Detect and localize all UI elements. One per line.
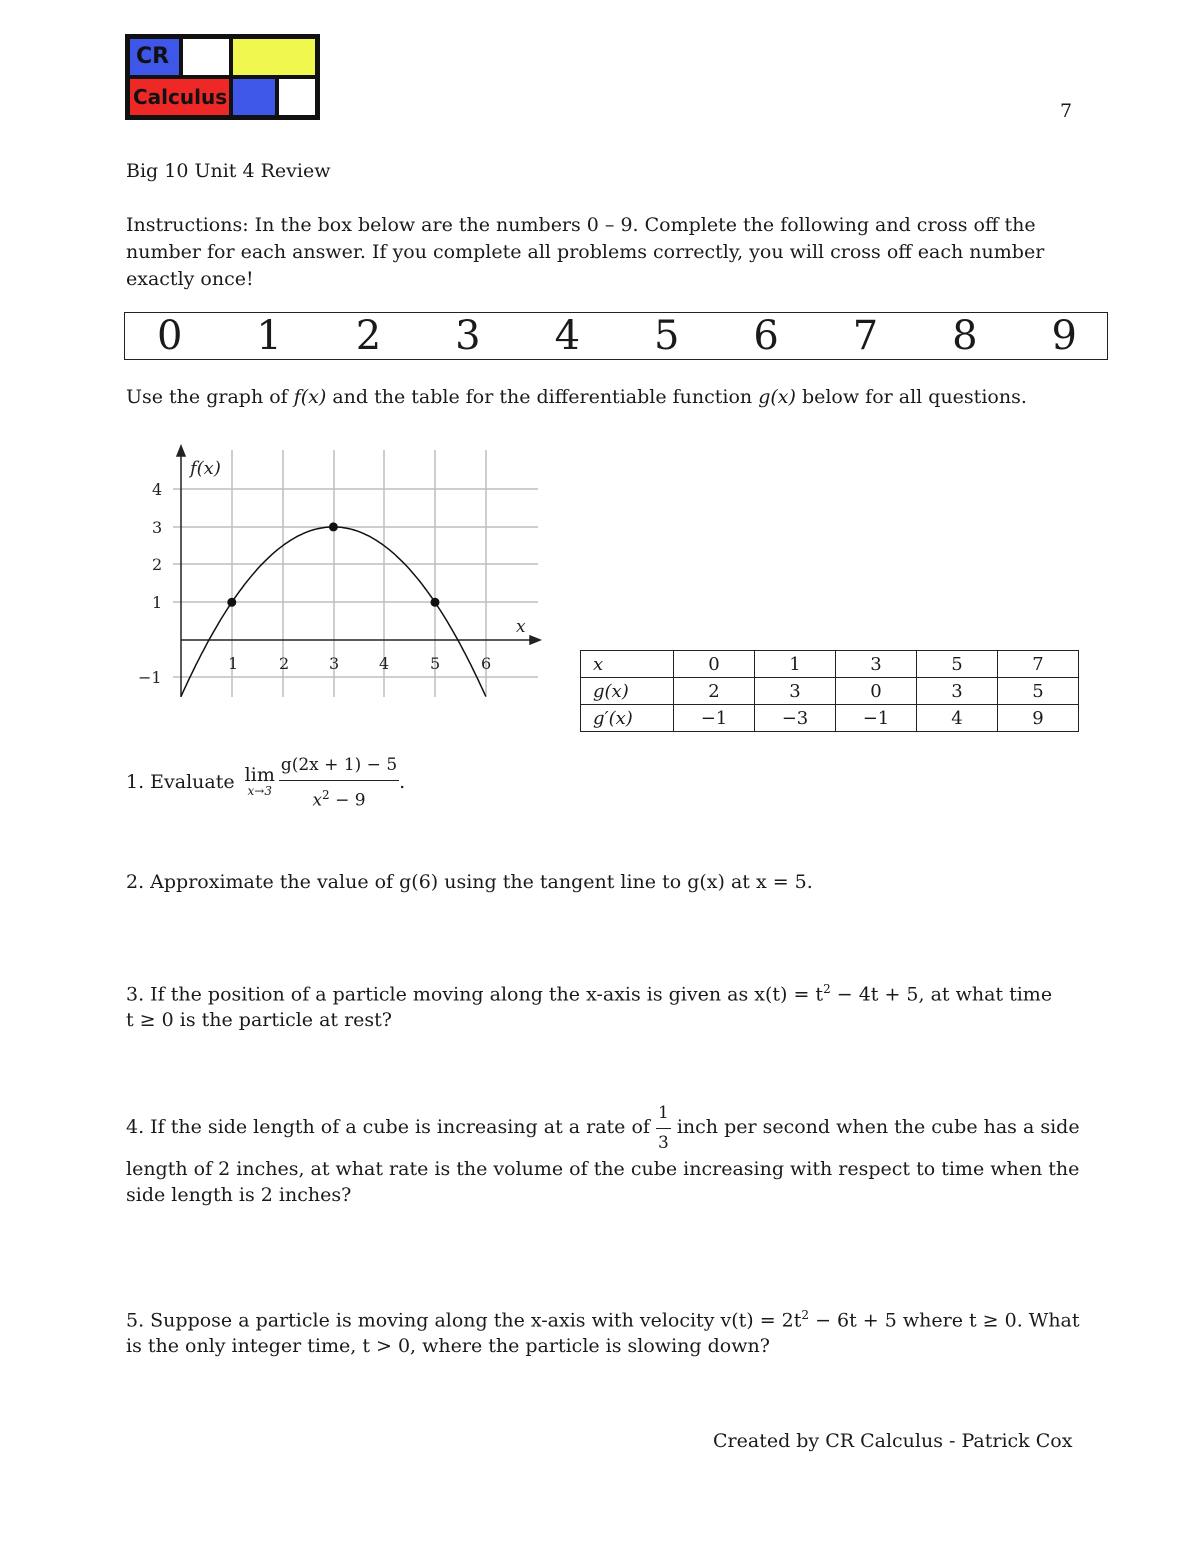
- cr-calculus-logo: [125, 34, 320, 120]
- x-tick-label: 6: [481, 654, 492, 673]
- x-tick-label: 1: [228, 654, 239, 673]
- y-tick-label: 4: [152, 480, 163, 499]
- logo-white-block-2: [277, 77, 317, 117]
- y-tick-label: 1: [152, 593, 163, 612]
- x-tick-label: 4: [379, 654, 390, 673]
- marked-point: [329, 522, 338, 531]
- table-cell: 3: [836, 651, 917, 678]
- x-tick-label: 2: [279, 654, 290, 673]
- table-header: g′(x): [581, 705, 674, 732]
- y-axis-arrow: [177, 446, 185, 456]
- answer-number: 7: [852, 313, 879, 359]
- x-tick-label: 5: [430, 654, 441, 673]
- table-cell: 0: [674, 651, 755, 678]
- page-title: Big 10 Unit 4 Review: [126, 160, 331, 182]
- answer-number: 5: [653, 313, 680, 359]
- table-row: [581, 705, 1079, 732]
- table-cell: 9: [998, 705, 1079, 732]
- table-row: [581, 651, 1079, 678]
- table-cell: 5: [917, 651, 998, 678]
- y-tick-label: −1: [138, 668, 162, 687]
- page-number: 7: [1060, 100, 1073, 122]
- question-2: 2. Approximate the value of g(6) using the tangent line to g(x) at x = 5.: [126, 871, 813, 893]
- table-cell: 5: [998, 678, 1079, 705]
- function-label: f(x): [190, 458, 221, 479]
- table-header: g(x): [581, 678, 674, 705]
- table-cell: 0: [836, 678, 917, 705]
- table-cell: −1: [836, 705, 917, 732]
- answer-number: 8: [952, 313, 978, 359]
- table-cell: 3: [917, 678, 998, 705]
- logo-yellow-block: [231, 37, 317, 77]
- answer-number: 9: [1051, 313, 1077, 359]
- graph-table-intro: Use the graph of f(x) and the table for the differentiable function g(x) below for all questions.: [126, 386, 1027, 408]
- table-cell: 3: [755, 678, 836, 705]
- table-cell: 1: [755, 651, 836, 678]
- footer-credit: Created by CR Calculus - Patrick Cox: [713, 1430, 1073, 1452]
- table-cell: 2: [674, 678, 755, 705]
- g-table: [580, 650, 1079, 732]
- y-tick-label: 3: [152, 518, 163, 537]
- table-cell: −1: [674, 705, 755, 732]
- y-tick-label: 2: [152, 555, 163, 574]
- x-tick-label: 3: [329, 654, 340, 673]
- x-axis-arrow: [530, 636, 540, 644]
- marked-point: [227, 598, 236, 607]
- answer-number: 4: [554, 313, 581, 359]
- f-graph: [120, 440, 550, 710]
- answer-number: 6: [753, 313, 779, 359]
- logo-calculus-text: Calculus: [128, 77, 231, 117]
- table-header: x: [581, 651, 674, 678]
- answer-number: 1: [256, 313, 282, 359]
- instructions-text: Instructions: In the box below are the numbers 0 – 9. Complete the following and cross off the number for each answer. If you complete all problems correctly, you will cross off each number exactly once!: [126, 214, 1045, 290]
- logo-cr-text: CR: [128, 37, 181, 77]
- table-cell: 7: [998, 651, 1079, 678]
- x-axis-label: x: [516, 617, 526, 637]
- logo-blue-block: [231, 77, 277, 117]
- table-cell: 4: [917, 705, 998, 732]
- answer-number: 3: [455, 313, 481, 359]
- answer-number: 0: [157, 313, 183, 359]
- table-cell: −3: [755, 705, 836, 732]
- question-1: 1. Evaluate lim x→3 $\frac{g(2x + 1) - 5}{x^2 - 9}$ .: [126, 752, 405, 814]
- table-row: [581, 678, 1079, 705]
- logo-white-block: [181, 37, 231, 77]
- answer-number: 2: [355, 313, 382, 359]
- question-3: 3. If the position of a particle moving along the x-axis is given as $x(t) = t^2 - 4t + 5$, at what time t ≥ 0 is the particle at rest?: [126, 982, 1053, 1032]
- question-4: 4. If the side length of a cube is increasing at a rate of $\frac{1}{3}$ inch per second when the cube has a side length of 2 inches, at what rate is the volume of the cube increasing with respect to time when the side length is 2 inches?: [126, 1100, 1080, 1208]
- question-5: 5. Suppose a particle is moving along the x-axis with velocity $v(t) = 2t^2 - 6t + 5$ where t ≥ 0. What is the only integer time, t > 0, where the particle is slowing down?: [126, 1308, 1080, 1358]
- marked-point: [431, 598, 440, 607]
- answer-number-box: [124, 312, 1108, 360]
